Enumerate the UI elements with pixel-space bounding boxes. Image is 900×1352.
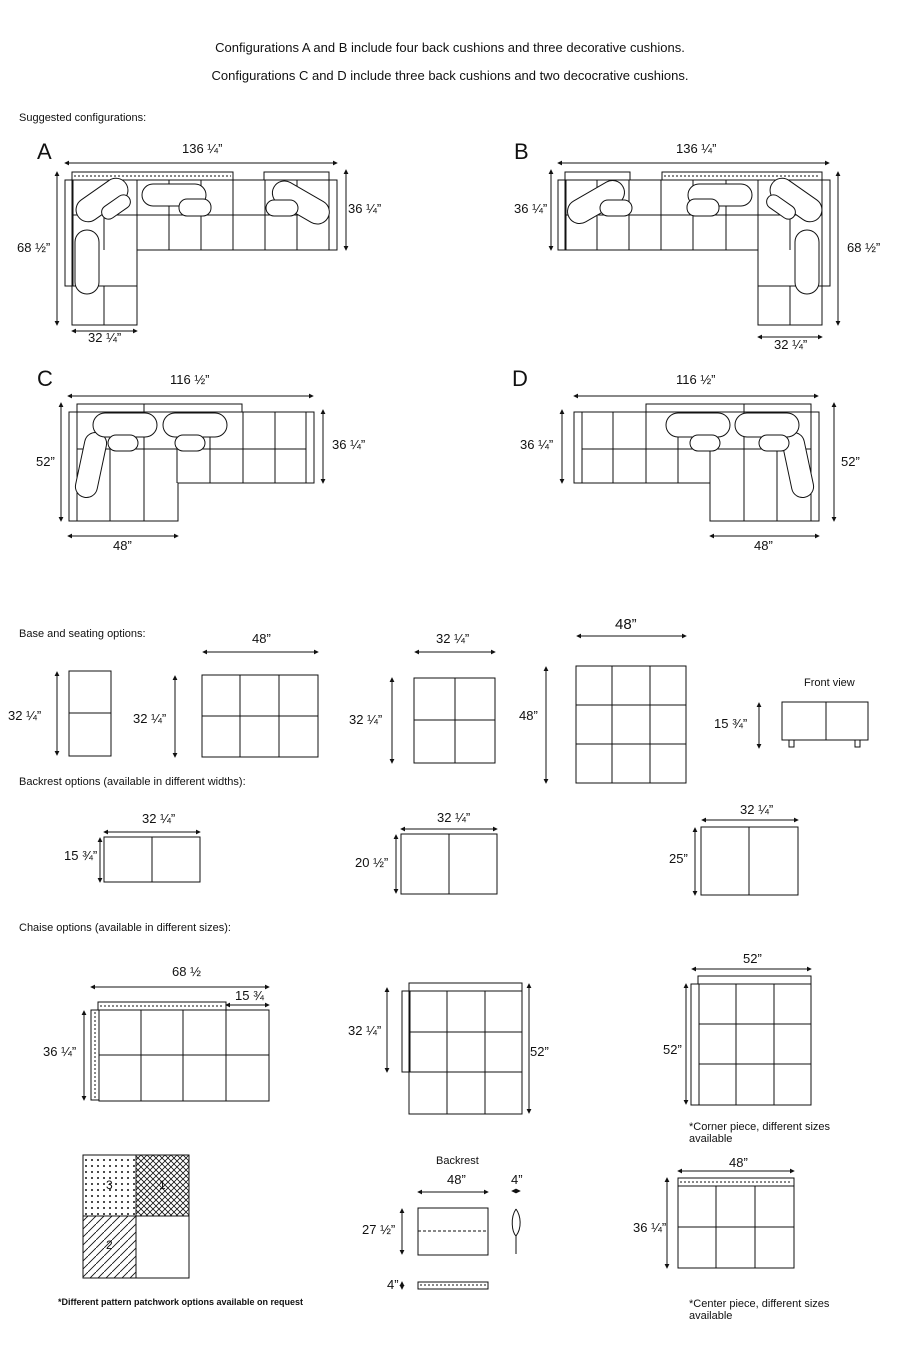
- note-line-2: Configurations C and D include three back cushions and two decocrative cushions.: [211, 68, 689, 83]
- section-base: Base and seating options:: [19, 628, 146, 640]
- backrest-detail-drawing: [402, 1191, 520, 1289]
- front-view-drawing: [759, 702, 868, 748]
- config-d-depth: 36 ¼”: [520, 437, 554, 452]
- backrest-b1-width: 32 ¼”: [142, 811, 176, 826]
- center-piece-note: *Center piece, different sizes available: [689, 1298, 830, 1322]
- chaise-c2-height2: 52”: [530, 1044, 549, 1059]
- backrest-b3-height: 25”: [669, 851, 688, 866]
- base-option-2: [175, 652, 318, 757]
- backrest-detail-thickness: 4”: [511, 1172, 523, 1187]
- chaise-option-2: [387, 983, 529, 1114]
- base-option-1: [57, 671, 111, 756]
- base-o2-height: 32 ¼”: [133, 711, 167, 726]
- config-b-width: 136 ¼”: [676, 141, 717, 156]
- config-a-width: 136 ¼”: [182, 141, 223, 156]
- section-suggested: Suggested configurations:: [19, 112, 147, 124]
- backrest-option-3: [695, 820, 798, 895]
- chaise-c1-width: 68 ½: [172, 964, 201, 979]
- config-b-depth: 36 ¼”: [514, 201, 548, 216]
- backrest-b2-height: 20 ½”: [355, 855, 389, 870]
- config-b-drawing: [551, 163, 838, 337]
- chaise-option-1: [84, 987, 269, 1101]
- config-d-height: 52”: [841, 454, 860, 469]
- base-o4-width: 48”: [615, 616, 637, 633]
- config-c-chaise: 48”: [113, 538, 132, 553]
- backrest-b2-width: 32 ¼”: [437, 810, 471, 825]
- backrest-detail-height: 27 ½”: [362, 1222, 396, 1237]
- section-chaise: Chaise options (available in different sizes):: [19, 922, 231, 934]
- backrest-detail-title: Backrest: [436, 1155, 479, 1167]
- config-a-height: 68 ½”: [17, 240, 51, 255]
- config-c-drawing: [61, 396, 323, 536]
- config-c-label: C: [37, 366, 53, 391]
- config-a-depth: 36 ¼”: [348, 201, 382, 216]
- chaise-c4-height: 36 ¼”: [633, 1220, 667, 1235]
- front-view-height: 15 ¾”: [714, 716, 748, 731]
- chaise-c3-width: 52”: [743, 951, 762, 966]
- chaise-c1-back: 15 ¾: [235, 988, 264, 1003]
- backrest-option-2: [396, 829, 497, 894]
- config-a-drawing: [57, 163, 346, 331]
- base-o3-width: 32 ¼”: [436, 631, 470, 646]
- config-d-drawing: [562, 396, 834, 536]
- config-d-width: 116 ½”: [676, 372, 716, 387]
- backrest-b1-height: 15 ¾”: [64, 848, 98, 863]
- backrest-detail-width: 48”: [447, 1172, 466, 1187]
- config-c-height: 52”: [36, 454, 55, 469]
- base-o4-height: 48”: [519, 708, 538, 723]
- backrest-detail-base: 4”: [387, 1277, 399, 1292]
- base-o2-width: 48”: [252, 631, 271, 646]
- note-line-1: Configurations A and B include four back cushions and three decorative cushions.: [215, 40, 685, 55]
- config-a-label: A: [37, 139, 52, 164]
- config-d-chaise: 48”: [754, 538, 773, 553]
- config-b-height: 68 ½”: [847, 240, 881, 255]
- config-c-width: 116 ½”: [170, 372, 210, 387]
- chaise-option-3: [686, 969, 811, 1105]
- config-b-chaise: 32 ¼”: [774, 337, 808, 352]
- config-a-chaise: 32 ¼”: [88, 330, 122, 345]
- base-option-3: [392, 652, 495, 763]
- base-o1-height: 32 ¼”: [8, 708, 42, 723]
- backrest-option-1: [100, 832, 200, 882]
- corner-piece-note: *Corner piece, different sizes available: [689, 1121, 831, 1145]
- patchwork-note: *Different pattern patchwork options available on request: [58, 1297, 304, 1307]
- config-c-depth: 36 ¼”: [332, 437, 366, 452]
- chaise-c1-height: 36 ¼”: [43, 1044, 77, 1059]
- base-option-4: [546, 636, 686, 783]
- chaise-c2-height1: 32 ¼”: [348, 1023, 382, 1038]
- section-backrest: Backrest options (available in different widths):: [19, 776, 246, 788]
- chaise-c3-height: 52”: [663, 1042, 682, 1057]
- chaise-c4-width: 48”: [729, 1155, 748, 1170]
- patchwork-grid: [83, 1155, 189, 1278]
- config-b-label: B: [514, 139, 529, 164]
- front-view-title: Front view: [804, 677, 855, 689]
- base-o3-height: 32 ¼”: [349, 712, 383, 727]
- backrest-b3-width: 32 ¼”: [740, 802, 774, 817]
- chaise-option-4: [667, 1171, 794, 1268]
- config-d-label: D: [512, 366, 528, 391]
